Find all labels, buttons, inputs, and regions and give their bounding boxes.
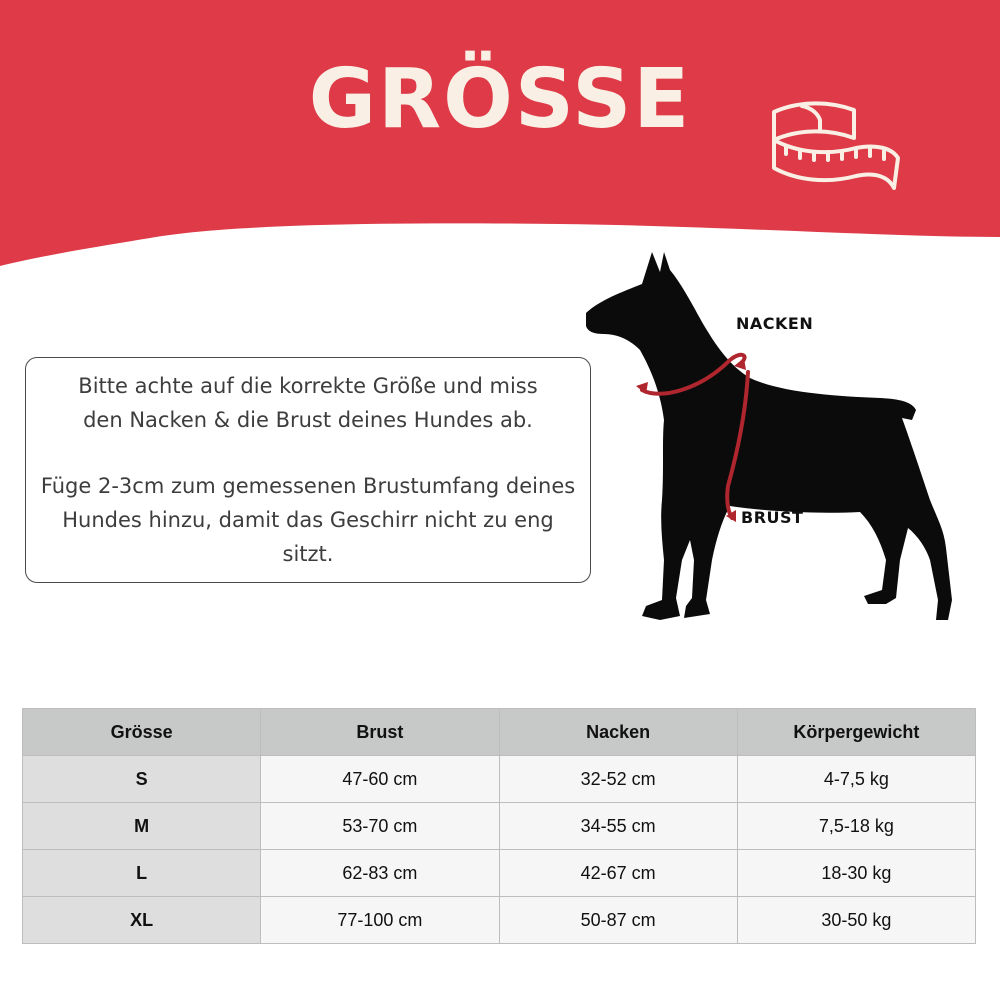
size-table [22, 708, 976, 944]
table-row [23, 850, 976, 897]
weight-cell: 18-30 kg [737, 850, 975, 897]
neck-label: NACKEN [736, 314, 814, 333]
dog-measurement-diagram [570, 240, 970, 640]
size-cell: M [23, 803, 261, 850]
page-title: GRÖSSE [308, 52, 692, 147]
instruction-line: Hundes hinzu, damit das Geschirr nicht zu eng sitzt. [62, 508, 554, 566]
neck-cell: 32-52 cm [499, 756, 737, 803]
instruction-line: Füge 2-3cm zum gemessenen Brustumfang deines [40, 474, 576, 498]
size-cell: XL [23, 897, 261, 944]
neck-cell: 34-55 cm [499, 803, 737, 850]
size-cell: L [23, 850, 261, 897]
neck-cell: 42-67 cm [499, 850, 737, 897]
instruction-paragraph-measure [66, 369, 549, 437]
measuring-tape-icon [766, 96, 906, 196]
neck-cell: 50-87 cm [499, 897, 737, 944]
size-cell: S [23, 756, 261, 803]
table-row [23, 803, 976, 850]
instruction-line: Bitte achte auf die korrekte Größe und miss [78, 374, 538, 398]
chest-label: BRUST [741, 508, 804, 527]
column-header-chest: Brust [261, 709, 499, 756]
table-header-row [23, 709, 976, 756]
table-row [23, 756, 976, 803]
chest-cell: 53-70 cm [261, 803, 499, 850]
info-box [25, 357, 591, 583]
chest-cell: 62-83 cm [261, 850, 499, 897]
instruction-line: den Nacken & die Brust deines Hundes ab. [83, 408, 533, 432]
column-header-size: Grösse [23, 709, 261, 756]
chest-cell: 47-60 cm [261, 756, 499, 803]
chest-cell: 77-100 cm [261, 897, 499, 944]
weight-cell: 4-7,5 kg [737, 756, 975, 803]
weight-cell: 30-50 kg [737, 897, 975, 944]
instruction-paragraph-extra [26, 469, 590, 571]
table-row [23, 897, 976, 944]
column-header-weight: Körpergewicht [737, 709, 975, 756]
column-header-neck: Nacken [499, 709, 737, 756]
dog-silhouette-icon [586, 252, 952, 620]
weight-cell: 7,5-18 kg [737, 803, 975, 850]
